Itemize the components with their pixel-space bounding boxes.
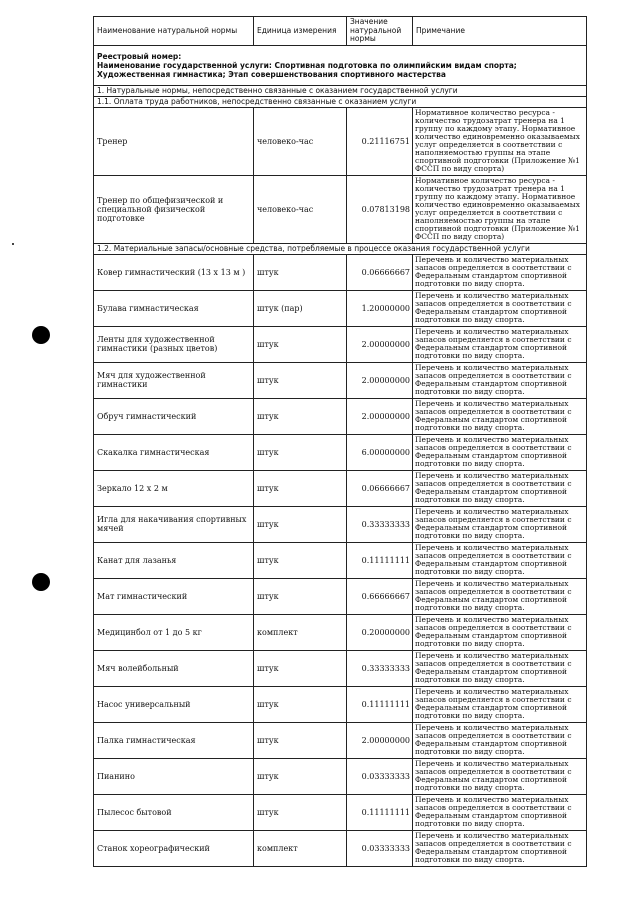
- staff-row-fitness-coach: [94, 175, 587, 243]
- registry-row: [94, 45, 587, 85]
- material-value: 2.00000000: [347, 362, 413, 398]
- section-row: [94, 85, 587, 96]
- material-note: Перечень и количество материальных запасов определяется в соответствии с Федеральным стандартом спортивной подготовки по виду спорта.: [413, 650, 587, 686]
- staff-note: Нормативное количество ресурса - количество трудозатрат тренера на 1 группу по каждому этапу. Нормативное количество единовременно оказываемых услуг определяется в соответствии с наполняемостью группы на этапе спортивной подготовки (Приложение №1 ФССП по виду спорта): [413, 107, 587, 175]
- material-name: Насос универсальный: [94, 686, 254, 722]
- material-row: [94, 362, 587, 398]
- material-value: 0.66666667: [347, 578, 413, 614]
- material-unit: штук: [254, 326, 347, 362]
- material-value: 2.00000000: [347, 326, 413, 362]
- material-unit: комплект: [254, 830, 347, 866]
- material-name: Канат для лазанья: [94, 542, 254, 578]
- registry-number: Реестровый номер:: [97, 51, 182, 61]
- material-row: [94, 434, 587, 470]
- material-unit: штук: [254, 650, 347, 686]
- material-value: 6.00000000: [347, 434, 413, 470]
- section-1-1-heading: 1.1. Оплата труда работников, непосредственно связанные с оказанием услуги: [94, 96, 587, 107]
- material-unit: штук: [254, 686, 347, 722]
- material-name: Пианино: [94, 758, 254, 794]
- material-name: Мяч волейбольный: [94, 650, 254, 686]
- material-unit: штук: [254, 470, 347, 506]
- material-row: [94, 326, 587, 362]
- material-value: 0.33333333: [347, 650, 413, 686]
- section-row: [94, 96, 587, 107]
- natural-norms-table: [93, 16, 587, 867]
- staff-unit: человеко-час: [254, 175, 347, 243]
- service-name: Наименование государственной услуги: Спортивная подготовка по олимпийским видам спорта;: [97, 60, 517, 70]
- material-note: Перечень и количество материальных запасов определяется в соответствии с Федеральным стандартом спортивной подготовки по виду спорта.: [413, 758, 587, 794]
- material-note: Перечень и количество материальных запасов определяется в соответствии с Федеральным стандартом спортивной подготовки по виду спорта.: [413, 470, 587, 506]
- material-row: [94, 506, 587, 542]
- material-row: [94, 290, 587, 326]
- material-value: 2.00000000: [347, 722, 413, 758]
- registry-cell: [94, 45, 587, 85]
- staff-row-coach: [94, 107, 587, 175]
- header-value: Значение натуральной нормы: [347, 17, 413, 46]
- material-row: [94, 758, 587, 794]
- staff-value: 0.21116751: [347, 107, 413, 175]
- material-row: [94, 254, 587, 290]
- material-row: [94, 470, 587, 506]
- material-note: Перечень и количество материальных запасов определяется в соответствии с Федеральным стандартом спортивной подготовки по виду спорта.: [413, 362, 587, 398]
- material-unit: штук: [254, 362, 347, 398]
- material-value: 1.20000000: [347, 290, 413, 326]
- header-unit: Единица измерения: [254, 17, 347, 46]
- material-row: [94, 398, 587, 434]
- punch-hole-bottom: [32, 573, 50, 591]
- material-name: Скакалка гимнастическая: [94, 434, 254, 470]
- material-name: Зеркало 12 x 2 м: [94, 470, 254, 506]
- material-value: 0.11111111: [347, 686, 413, 722]
- staff-note: Нормативное количество ресурса - количество трудозатрат тренера на 1 группу по каждому этапу. Нормативное количество единовременно оказываемых услуг определяется в соответствии с наполняемостью группы на этапе спортивной подготовки (Приложение №1 ФССП по виду спорта): [413, 175, 587, 243]
- material-unit: штук (пар): [254, 290, 347, 326]
- section-1-heading: 1. Натуральные нормы, непосредственно связанные с оказанием государственной услуги: [94, 85, 587, 96]
- material-value: 0.06666667: [347, 470, 413, 506]
- material-note: Перечень и количество материальных запасов определяется в соответствии с Федеральным стандартом спортивной подготовки по виду спорта.: [413, 830, 587, 866]
- material-name: Ленты для художественной гимнастики (разных цветов): [94, 326, 254, 362]
- material-unit: комплект: [254, 614, 347, 650]
- material-value: 0.11111111: [347, 542, 413, 578]
- material-value: 0.06666667: [347, 254, 413, 290]
- material-unit: штук: [254, 758, 347, 794]
- material-name: Станок хореографический: [94, 830, 254, 866]
- material-note: Перечень и количество материальных запасов определяется в соответствии с Федеральным стандартом спортивной подготовки по виду спорта.: [413, 686, 587, 722]
- scan-speck: [12, 243, 14, 245]
- material-note: Перечень и количество материальных запасов определяется в соответствии с Федеральным стандартом спортивной подготовки по виду спорта.: [413, 398, 587, 434]
- material-note: Перечень и количество материальных запасов определяется в соответствии с Федеральным стандартом спортивной подготовки по виду спорта.: [413, 542, 587, 578]
- material-name: Мяч для художественной гимнастики: [94, 362, 254, 398]
- material-value: 0.33333333: [347, 506, 413, 542]
- material-value: 0.03333333: [347, 758, 413, 794]
- material-note: Перечень и количество материальных запасов определяется в соответствии с Федеральным стандартом спортивной подготовки по виду спорта.: [413, 326, 587, 362]
- staff-name: Тренер: [94, 107, 254, 175]
- material-unit: штук: [254, 398, 347, 434]
- material-note: Перечень и количество материальных запасов определяется в соответствии с Федеральным стандартом спортивной подготовки по виду спорта.: [413, 794, 587, 830]
- material-note: Перечень и количество материальных запасов определяется в соответствии с Федеральным стандартом спортивной подготовки по виду спорта.: [413, 506, 587, 542]
- material-unit: штук: [254, 254, 347, 290]
- material-row: [94, 794, 587, 830]
- material-note: Перечень и количество материальных запасов определяется в соответствии с Федеральным стандартом спортивной подготовки по виду спорта.: [413, 722, 587, 758]
- service-stage: Художественная гимнастика; Этап совершенствования спортивного мастерства: [97, 69, 446, 79]
- material-note: Перечень и количество материальных запасов определяется в соответствии с Федеральным стандартом спортивной подготовки по виду спорта.: [413, 434, 587, 470]
- material-row: [94, 650, 587, 686]
- section-1-2-heading: 1.2. Материальные запасы/основные средства, потребляемые в процессе оказания государственной услуги: [94, 243, 587, 254]
- section-row: [94, 243, 587, 254]
- material-unit: штук: [254, 794, 347, 830]
- material-name: Игла для накачивания спортивных мячей: [94, 506, 254, 542]
- staff-unit: человеко-час: [254, 107, 347, 175]
- material-note: Перечень и количество материальных запасов определяется в соответствии с Федеральным стандартом спортивной подготовки по виду спорта.: [413, 614, 587, 650]
- material-name: Медицинбол от 1 до 5 кг: [94, 614, 254, 650]
- header-note: Примечание: [413, 17, 587, 46]
- material-note: Перечень и количество материальных запасов определяется в соответствии с Федеральным стандартом спортивной подготовки по виду спорта.: [413, 290, 587, 326]
- material-unit: штук: [254, 542, 347, 578]
- material-name: Булава гимнастическая: [94, 290, 254, 326]
- material-unit: штук: [254, 578, 347, 614]
- staff-name: Тренер по общефизической и специальной физической подготовке: [94, 175, 254, 243]
- header-name: Наименование натуральной нормы: [94, 17, 254, 46]
- material-value: 2.00000000: [347, 398, 413, 434]
- staff-value: 0.07813198: [347, 175, 413, 243]
- material-value: 0.20000000: [347, 614, 413, 650]
- table-header-row: [94, 17, 587, 46]
- material-row: [94, 542, 587, 578]
- material-row: [94, 722, 587, 758]
- material-unit: штук: [254, 506, 347, 542]
- material-name: Мат гимнастический: [94, 578, 254, 614]
- material-note: Перечень и количество материальных запасов определяется в соответствии с Федеральным стандартом спортивной подготовки по виду спорта.: [413, 254, 587, 290]
- material-unit: штук: [254, 722, 347, 758]
- material-name: Ковер гимнастический (13 x 13 м ): [94, 254, 254, 290]
- punch-hole-top: [32, 326, 50, 344]
- material-value: 0.03333333: [347, 830, 413, 866]
- material-row: [94, 578, 587, 614]
- material-name: Пылесос бытовой: [94, 794, 254, 830]
- material-unit: штук: [254, 434, 347, 470]
- material-name: Обруч гимнастический: [94, 398, 254, 434]
- material-row: [94, 614, 587, 650]
- material-name: Палка гимнастическая: [94, 722, 254, 758]
- material-note: Перечень и количество материальных запасов определяется в соответствии с Федеральным стандартом спортивной подготовки по виду спорта.: [413, 578, 587, 614]
- material-row: [94, 686, 587, 722]
- material-value: 0.11111111: [347, 794, 413, 830]
- material-row: [94, 830, 587, 866]
